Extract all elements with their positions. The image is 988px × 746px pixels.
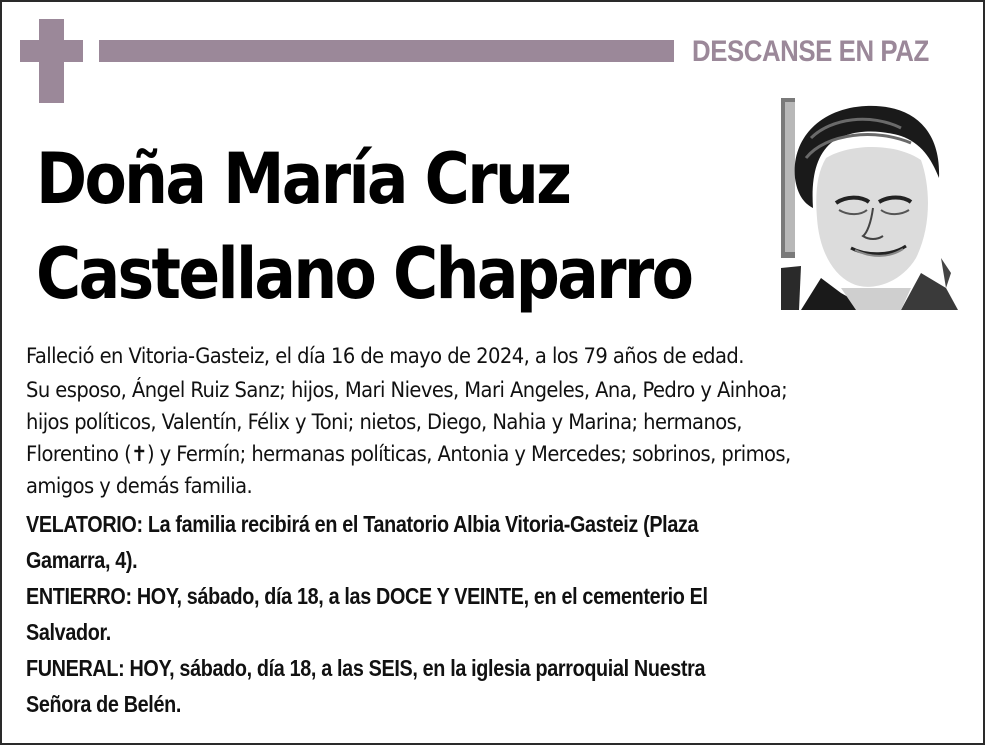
funeral-paragraph: [26, 650, 972, 722]
name-line-1: Doña María Cruz: [36, 138, 570, 220]
entierro-line: ENTIERRO: HOY, sábado, día 18, a las DOCE Y VEINTE, en el cementerio El: [26, 583, 708, 609]
notice-body: [26, 340, 976, 722]
velatorio-line: Gamarra, 4).: [26, 547, 138, 573]
family-line: hijos políticos, Valentín, Félix y Toni; nietos, Diego, Nahia y Marina; hermanos,: [26, 410, 742, 434]
tagline: DESCANSE EN PAZ: [692, 35, 929, 68]
deceased-name: [36, 132, 705, 322]
velatorio-paragraph: [26, 506, 972, 578]
funeral-line: Señora de Belén.: [26, 691, 181, 717]
portrait-photo: [781, 98, 958, 310]
portrait-image: [781, 98, 958, 310]
velatorio-line: VELATORIO: La familia recibirá en el Tanatorio Albia Vitoria-Gasteiz (Plaza: [26, 511, 699, 537]
funeral-line: FUNERAL: HOY, sábado, día 18, a las SEIS, en la iglesia parroquial Nuestra: [26, 655, 706, 681]
family-line: Su esposo, Ángel Ruiz Sanz; hijos, Mari Nieves, Mari Angeles, Ana, Pedro y Ainhoa;: [26, 378, 788, 402]
entierro-paragraph: [26, 578, 972, 650]
header-rule: [99, 40, 674, 62]
family-paragraph: [26, 374, 975, 502]
family-line: Florentino (✝) y Fermín; hermanas políticas, Antonia y Mercedes; sobrinos, primos,: [26, 442, 791, 466]
family-line: amigos y demás familia.: [26, 474, 253, 498]
entierro-line: Salvador.: [26, 619, 111, 645]
name-line-2: Castellano Chaparro: [36, 233, 692, 315]
death-statement: Falleció en Vitoria-Gasteiz, el día 16 de mayo de 2024, a los 79 años de edad.: [26, 344, 744, 368]
cross-icon-horizontal: [20, 40, 83, 62]
